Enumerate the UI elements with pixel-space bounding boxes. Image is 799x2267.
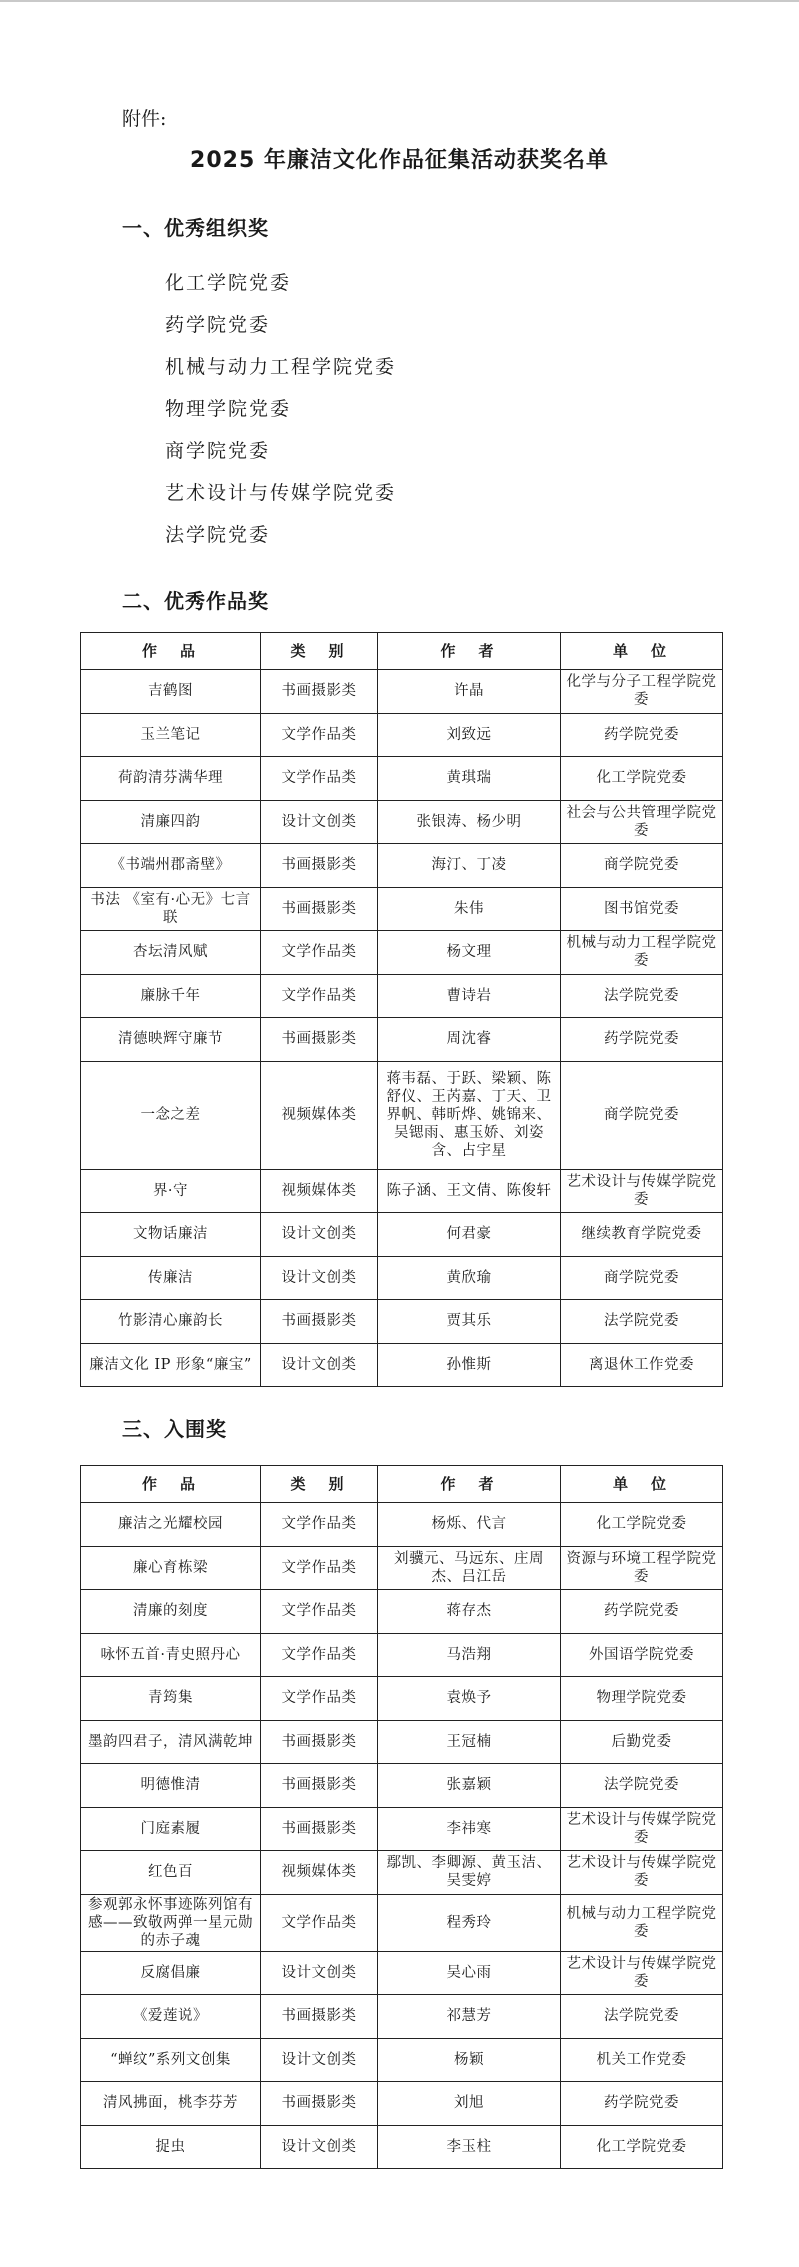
cell-unit: 社会与公共管理学院党委: [561, 800, 723, 844]
cell-category: 设计文创类: [261, 1951, 378, 1995]
cell-unit: 化学与分子工程学院党委: [561, 670, 723, 714]
cell-unit: 物理学院党委: [561, 1677, 723, 1721]
cell-author: 李玉柱: [378, 2125, 561, 2169]
column-header-category: 类 别: [261, 1466, 378, 1503]
cell-work: 《爱莲说》: [81, 1995, 261, 2039]
cell-author: 海汀、丁凌: [378, 844, 561, 888]
column-header-author: 作 者: [378, 633, 561, 670]
cell-work: 清德映辉守廉节: [81, 1018, 261, 1062]
table-row: [81, 713, 723, 757]
cell-author: 李祎寒: [378, 1807, 561, 1851]
cell-category: 文学作品类: [261, 1677, 378, 1721]
cell-work: 一念之差: [81, 1061, 261, 1169]
section-heading-organization-award: 一、优秀组织奖: [122, 216, 269, 240]
cell-unit: 法学院党委: [561, 1995, 723, 2039]
table-row: [81, 1169, 723, 1213]
cell-author: 鄢凯、李卿源、黄玉洁、吴雯婷: [378, 1851, 561, 1895]
cell-unit: 后勤党委: [561, 1720, 723, 1764]
table-row: [81, 1300, 723, 1344]
list-item: 艺术设计与传媒学院党委: [165, 482, 397, 504]
cell-author: 蒋存杰: [378, 1590, 561, 1634]
table-row: [81, 1343, 723, 1387]
cell-author: 刘旭: [378, 2082, 561, 2126]
attachment-label: 附件:: [122, 108, 167, 130]
cell-author: 曹诗岩: [378, 974, 561, 1018]
cell-unit: 外国语学院党委: [561, 1633, 723, 1677]
cell-unit: 药学院党委: [561, 1018, 723, 1062]
cell-work: 清廉的刻度: [81, 1590, 261, 1634]
cell-work: 传廉洁: [81, 1256, 261, 1300]
cell-author: 许晶: [378, 670, 561, 714]
list-item: 药学院党委: [165, 314, 271, 336]
cell-work: 清廉四韵: [81, 800, 261, 844]
cell-category: 文学作品类: [261, 1633, 378, 1677]
cell-work: 廉洁文化 IP 形象“廉宝”: [81, 1343, 261, 1387]
cell-unit: 离退休工作党委: [561, 1343, 723, 1387]
cell-author: 张嘉颖: [378, 1764, 561, 1808]
table-row: [81, 1061, 723, 1169]
cell-category: 书画摄影类: [261, 1764, 378, 1808]
cell-author: 程秀玲: [378, 1894, 561, 1951]
cell-unit: 机关工作党委: [561, 2038, 723, 2082]
table-row: [81, 1546, 723, 1590]
column-header-work: 作 品: [81, 1466, 261, 1503]
cell-work: “蝉纹”系列文创集: [81, 2038, 261, 2082]
cell-author: 袁焕予: [378, 1677, 561, 1721]
table-row: [81, 1213, 723, 1257]
cell-work: 竹影清心廉韵长: [81, 1300, 261, 1344]
cell-unit: 艺术设计与传媒学院党委: [561, 1169, 723, 1213]
table-header-row: [81, 633, 723, 670]
cell-work: 廉心育栋梁: [81, 1546, 261, 1590]
cell-author: 张银涛、杨少明: [378, 800, 561, 844]
section-heading-excellent-works: 二、优秀作品奖: [122, 589, 269, 613]
table-row: [81, 1018, 723, 1062]
table-row: [81, 670, 723, 714]
column-header-unit: 单 位: [561, 633, 723, 670]
cell-author: 孙惟斯: [378, 1343, 561, 1387]
cell-author: 黄欣瑜: [378, 1256, 561, 1300]
cell-category: 书画摄影类: [261, 670, 378, 714]
cell-category: 文学作品类: [261, 713, 378, 757]
table-row: [81, 1256, 723, 1300]
table-row: [81, 757, 723, 801]
cell-unit: 法学院党委: [561, 1764, 723, 1808]
table-header-row: [81, 1466, 723, 1503]
cell-category: 设计文创类: [261, 1256, 378, 1300]
table-row: [81, 844, 723, 888]
cell-work: 书法 《室有·心无》七言联: [81, 887, 261, 931]
cell-unit: 药学院党委: [561, 2082, 723, 2126]
cell-category: 视频媒体类: [261, 1061, 378, 1169]
cell-work: 红色百: [81, 1851, 261, 1895]
cell-author: 刘致远: [378, 713, 561, 757]
cell-work: 咏怀五首·青史照丹心: [81, 1633, 261, 1677]
cell-work: 廉脉千年: [81, 974, 261, 1018]
cell-unit: 药学院党委: [561, 1590, 723, 1634]
excellent-works-table: [80, 632, 723, 1387]
table-row: [81, 1720, 723, 1764]
list-item: 物理学院党委: [165, 398, 292, 420]
cell-category: 设计文创类: [261, 1343, 378, 1387]
cell-unit: 机械与动力工程学院党委: [561, 1894, 723, 1951]
cell-author: 朱伟: [378, 887, 561, 931]
cell-unit: 艺术设计与传媒学院党委: [561, 1807, 723, 1851]
table-row: [81, 2038, 723, 2082]
cell-category: 设计文创类: [261, 2125, 378, 2169]
table-row: [81, 1503, 723, 1547]
cell-category: 文学作品类: [261, 974, 378, 1018]
cell-unit: 商学院党委: [561, 1061, 723, 1169]
table-row: [81, 2125, 723, 2169]
column-header-work: 作 品: [81, 633, 261, 670]
cell-category: 设计文创类: [261, 800, 378, 844]
column-header-category: 类 别: [261, 633, 378, 670]
cell-category: 文学作品类: [261, 757, 378, 801]
cell-category: 书画摄影类: [261, 1720, 378, 1764]
cell-category: 书画摄影类: [261, 1300, 378, 1344]
list-item: 法学院党委: [165, 524, 271, 546]
cell-work: 荷韵清芬满华理: [81, 757, 261, 801]
cell-category: 视频媒体类: [261, 1851, 378, 1895]
cell-category: 文学作品类: [261, 1894, 378, 1951]
table-row: [81, 1590, 723, 1634]
cell-author: 杨烁、代言: [378, 1503, 561, 1547]
cell-category: 书画摄影类: [261, 1018, 378, 1062]
cell-work: 门庭素履: [81, 1807, 261, 1851]
column-header-unit: 单 位: [561, 1466, 723, 1503]
cell-work: 参观郭永怀事迹陈列馆有感——致敬两弹一星元勋的赤子魂: [81, 1894, 261, 1951]
table-row: [81, 1677, 723, 1721]
list-item: 化工学院党委: [165, 272, 292, 294]
cell-author: 何君豪: [378, 1213, 561, 1257]
cell-unit: 艺术设计与传媒学院党委: [561, 1951, 723, 1995]
column-header-author: 作 者: [378, 1466, 561, 1503]
cell-work: 文物话廉洁: [81, 1213, 261, 1257]
cell-unit: 化工学院党委: [561, 757, 723, 801]
cell-category: 书画摄影类: [261, 887, 378, 931]
cell-work: 《书端州郡斋壁》: [81, 844, 261, 888]
excellent-works-rows: [81, 670, 723, 1387]
cell-work: 反腐倡廉: [81, 1951, 261, 1995]
cell-author: 周沈睿: [378, 1018, 561, 1062]
cell-work: 吉鹤图: [81, 670, 261, 714]
cell-author: 杨颖: [378, 2038, 561, 2082]
cell-unit: 化工学院党委: [561, 1503, 723, 1547]
cell-category: 文学作品类: [261, 1503, 378, 1547]
cell-author: 王冠楠: [378, 1720, 561, 1764]
list-item: 商学院党委: [165, 440, 271, 462]
table-row: [81, 1764, 723, 1808]
cell-category: 视频媒体类: [261, 1169, 378, 1213]
table-row: [81, 1633, 723, 1677]
section-heading-shortlist: 三、入围奖: [122, 1417, 227, 1441]
cell-author: 祁慧芳: [378, 1995, 561, 2039]
cell-unit: 图书馆党委: [561, 887, 723, 931]
table-row: [81, 974, 723, 1018]
cell-work: 界·守: [81, 1169, 261, 1213]
cell-category: 书画摄影类: [261, 1995, 378, 2039]
table-row: [81, 931, 723, 975]
cell-author: 黄琪瑞: [378, 757, 561, 801]
cell-category: 文学作品类: [261, 931, 378, 975]
cell-author: 贾其乐: [378, 1300, 561, 1344]
cell-author: 蒋韦磊、于跃、梁颖、陈舒仪、王芮嘉、丁天、卫界帆、韩昕烨、姚锦来、吴锶雨、惠玉娇、刘姿含、占宇星: [378, 1061, 561, 1169]
cell-work: 杏坛清风赋: [81, 931, 261, 975]
table-row: [81, 887, 723, 931]
cell-unit: 机械与动力工程学院党委: [561, 931, 723, 975]
cell-category: 书画摄影类: [261, 2082, 378, 2126]
cell-author: 杨文理: [378, 931, 561, 975]
organization-award-list: [165, 268, 396, 562]
cell-unit: 商学院党委: [561, 1256, 723, 1300]
list-item: 机械与动力工程学院党委: [165, 356, 397, 378]
top-divider: [0, 0, 799, 2]
cell-unit: 法学院党委: [561, 974, 723, 1018]
cell-author: 马浩翔: [378, 1633, 561, 1677]
cell-unit: 法学院党委: [561, 1300, 723, 1344]
cell-work: 清风拂面，桃李芬芳: [81, 2082, 261, 2126]
cell-work: 青筠集: [81, 1677, 261, 1721]
cell-author: 陈子涵、王文倩、陈俊轩: [378, 1169, 561, 1213]
cell-category: 书画摄影类: [261, 1807, 378, 1851]
cell-work: 玉兰笔记: [81, 713, 261, 757]
cell-work: 墨韵四君子，清风满乾坤: [81, 1720, 261, 1764]
table-row: [81, 1851, 723, 1895]
cell-work: 廉洁之光耀校园: [81, 1503, 261, 1547]
cell-author: 吴心雨: [378, 1951, 561, 1995]
cell-unit: 药学院党委: [561, 713, 723, 757]
cell-category: 文学作品类: [261, 1546, 378, 1590]
table-row: [81, 1995, 723, 2039]
shortlist-table: [80, 1465, 723, 2169]
cell-category: 文学作品类: [261, 1590, 378, 1634]
cell-category: 书画摄影类: [261, 844, 378, 888]
table-row: [81, 2082, 723, 2126]
document-title: 2025 年廉洁文化作品征集活动获奖名单: [190, 148, 609, 173]
table-row: [81, 1894, 723, 1951]
cell-unit: 艺术设计与传媒学院党委: [561, 1851, 723, 1895]
cell-unit: 资源与环境工程学院党委: [561, 1546, 723, 1590]
cell-work: 捉虫: [81, 2125, 261, 2169]
cell-unit: 化工学院党委: [561, 2125, 723, 2169]
shortlist-rows: [81, 1503, 723, 2169]
cell-unit: 商学院党委: [561, 844, 723, 888]
cell-category: 设计文创类: [261, 2038, 378, 2082]
cell-author: 刘骥元、马远东、庄周杰、吕江岳: [378, 1546, 561, 1590]
table-row: [81, 1807, 723, 1851]
table-row: [81, 800, 723, 844]
cell-category: 设计文创类: [261, 1213, 378, 1257]
cell-unit: 继续教育学院党委: [561, 1213, 723, 1257]
table-row: [81, 1951, 723, 1995]
cell-work: 明德惟清: [81, 1764, 261, 1808]
